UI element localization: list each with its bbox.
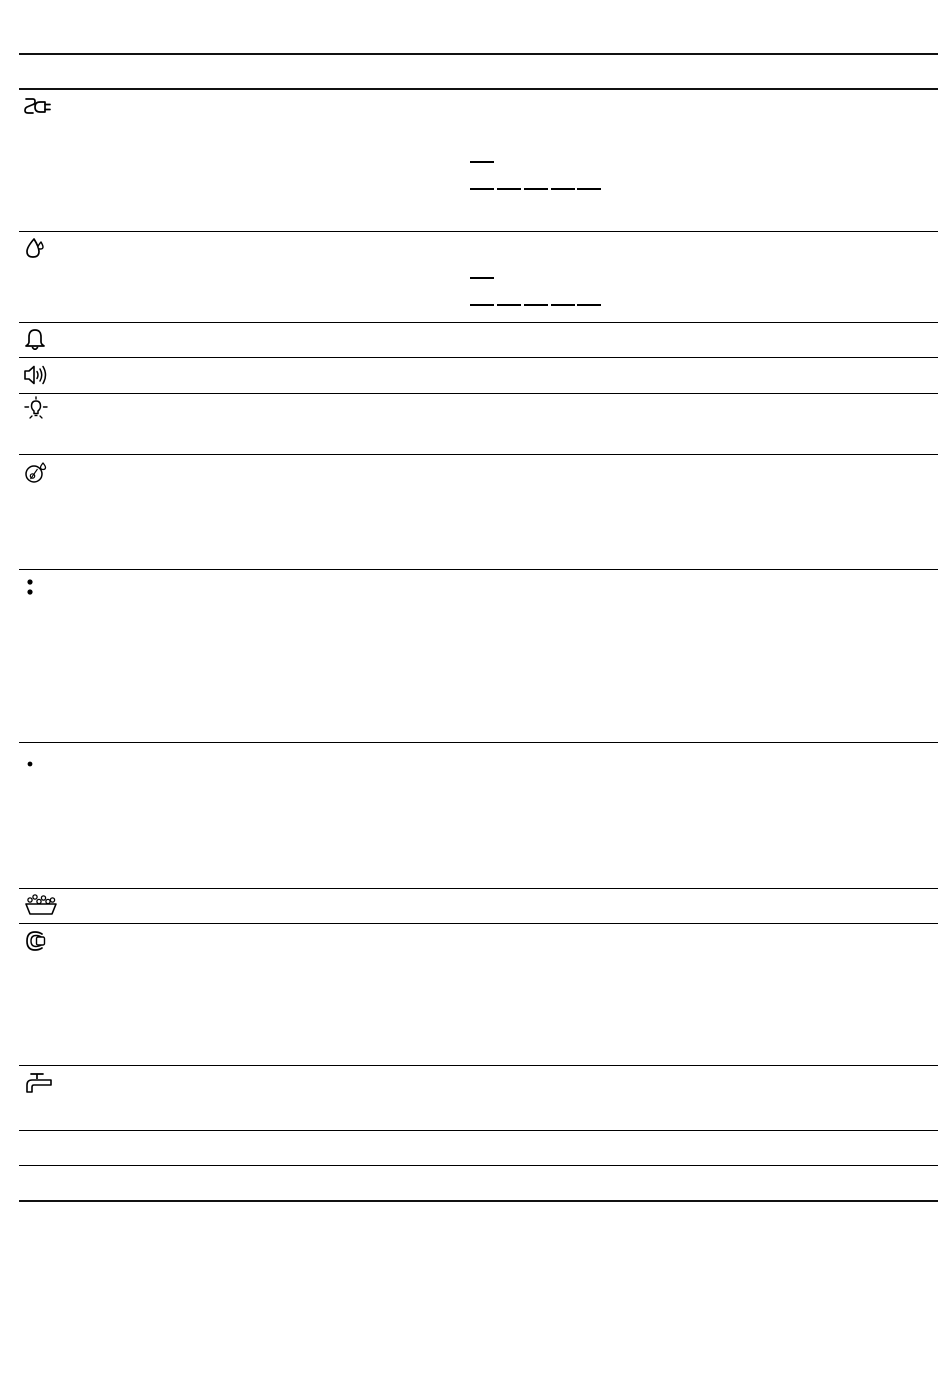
drying-icon [22,929,56,959]
row-divider [19,742,938,743]
placeholder-dash [524,188,548,190]
row-divider [19,322,938,323]
placeholder-dash [470,161,494,163]
water-tap-icon [22,1071,56,1101]
placeholder-dash [551,188,575,190]
table-top-rule [19,53,938,55]
power-plug-icon [22,96,56,126]
speaker-icon [22,362,56,392]
row-divider [19,569,938,570]
row-divider [19,393,938,394]
placeholder-dash [577,188,601,190]
placeholder-dash [470,277,494,279]
dot-icon [22,756,56,786]
placeholder-dash [551,304,575,306]
placeholder-dash [470,304,494,306]
table-header-rule [19,88,938,90]
bell-icon [22,327,56,357]
placeholder-dash [470,188,494,190]
water-drop-icon [22,236,56,266]
placeholder-dash [497,304,521,306]
rinse-aid-icon [22,460,56,490]
placeholder-dash [577,304,601,306]
placeholder-dash [497,188,521,190]
row-divider [19,357,938,358]
placeholder-dash [524,304,548,306]
row-divider [19,231,938,232]
row-divider [19,1165,938,1166]
table-bottom-rule [19,1200,938,1202]
row-divider [19,1130,938,1131]
light-bulb-icon [22,397,56,427]
row-divider [19,1065,938,1066]
more-options-icon [22,578,56,608]
row-divider [19,923,938,924]
power-value-placeholder [470,158,602,192]
row-divider [19,888,938,889]
row-divider [19,454,938,455]
water-hardness-value-placeholder [470,274,602,308]
bowl-icon [22,892,56,922]
